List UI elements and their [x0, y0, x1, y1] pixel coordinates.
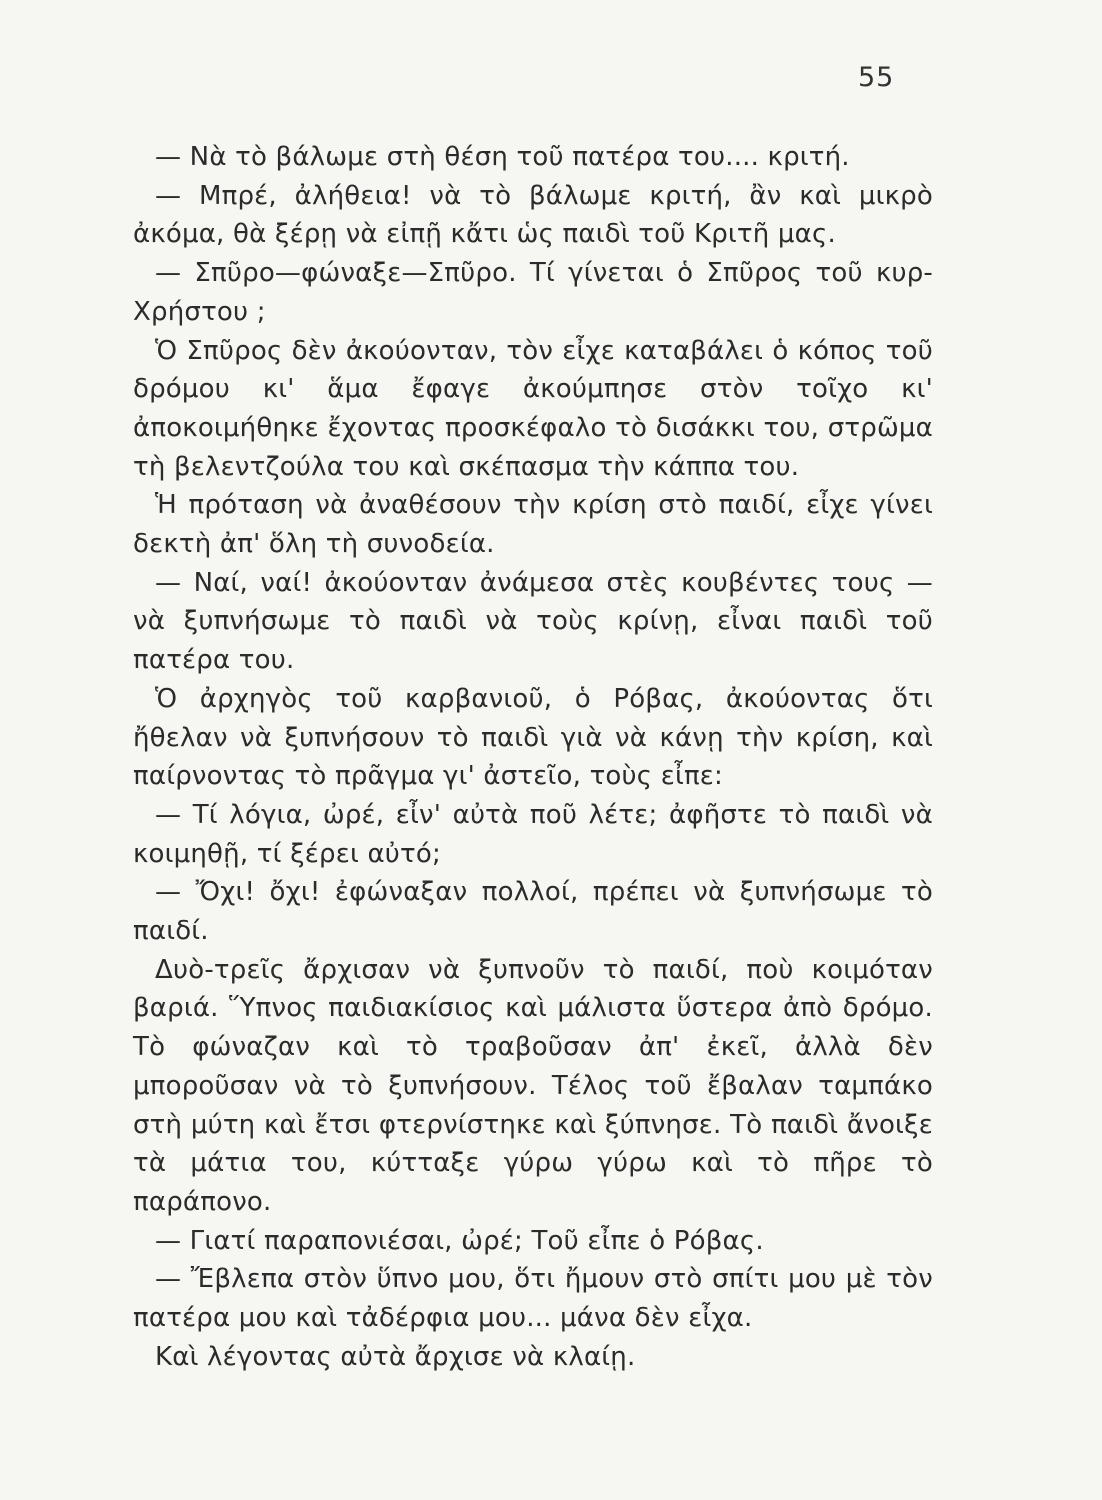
paragraph: — Μπρέ, ἀλήθεια! νὰ τὸ βάλωμε κριτή, ἂν καὶ μικρὸ ἀκόμα, θὰ ξέρῃ νὰ εἰπῇ κἄτι ὡς παιδὶ τοῦ Κριτῆ μας. [133, 180, 933, 250]
paragraph: — Ὄχι! ὄχι! ἐφώναξαν πολλοί, πρέπει νὰ ξυπνήσωμε τὸ παιδί. [133, 877, 933, 947]
page-body-text [133, 138, 933, 1377]
paragraph: Δυὸ-τρεῖς ἄρχισαν νὰ ξυπνοῦν τὸ παιδί, ποὺ κοιμόταν βαριά. Ὕπνος παιδιακίσιος καὶ μάλιστα ὕστερα ἀπὸ δρόμο. Τὸ φώναζαν καὶ τὸ τραβοῦσαν ἀπ' ἐκεῖ, ἀλλὰ δὲν μποροῦσαν νὰ τὸ ξυπνήσουν. Τέλος τοῦ ἔβαλαν ταμπάκο στὴ μύτη καὶ ἔτσι φτερνίστηκε καὶ ξύπνησε. Τὸ παιδὶ ἄνοιξε τὰ μάτια του, κύτταξε γύρω γύρω καὶ τὸ πῆρε τὸ παράπονο. [133, 954, 933, 1217]
paragraph: Ὁ Σπῦρος δὲν ἀκούονταν, τὸν εἶχε καταβάλει ὁ κόπος τοῦ δρόμου κι' ἅμα ἔφαγε ἀκούμπησε στὸν τοῖχο κι' ἀποκοιμήθηκε ἔχοντας προσκέφαλο τὸ δισάκκι του, στρῶμα τὴ βελεντζούλα του καὶ σκέπασμα τὴν κάππα του. [133, 335, 933, 482]
paragraph: — Γιατί παραπονιέσαι, ὠρέ; Τοῦ εἶπε ὁ Ρόβας. [155, 1225, 764, 1256]
paragraph: — Σπῦρο—φώναξε—Σπῦρο. Τί γίνεται ὁ Σπῦρος τοῦ κυρ-Χρήστου ; [133, 258, 933, 327]
paragraph: — Νὰ τὸ βάλωμε στὴ θέση τοῦ πατέρα του.... κριτή. [155, 142, 850, 172]
paragraph: — Ἔβλεπα στὸν ὕπνο μου, ὅτι ἤμουν στὸ σπίτι μου μὲ τὸν πατέρα μου καὶ τἀδέρφια μου... μάνα δὲν εἶχα. [133, 1264, 933, 1334]
paragraph: — Τί λόγια, ὠρέ, εἶν' αὐτὰ ποῦ λέτε; ἀφῆστε τὸ παιδὶ νὰ κοιμηθῇ, τί ξέρει αὐτό; [133, 799, 933, 869]
paragraph: Ἡ πρόταση νὰ ἀναθέσουν τὴν κρίση στὸ παιδί, εἶχε γίνει δεκτὴ ἀπ' ὅλη τὴ συνοδεία. [133, 490, 933, 560]
paragraph: Ὁ ἀρχηγὸς τοῦ καρβανιοῦ, ὁ Ρόβας, ἀκούοντας ὅτι ἤθελαν νὰ ξυπνήσουν τὸ παιδὶ γιὰ νὰ κάνῃ τὴν κρίση, καὶ παίρνοντας τὸ πρᾶγμα γι' ἀστεῖο, τοὺς εἶπε: [133, 683, 933, 792]
page-number: 55 [858, 62, 895, 93]
paragraph: — Ναί, ναί! ἀκούονταν ἀνάμεσα στὲς κουβέντες τους —νὰ ξυπνήσωμε τὸ παιδὶ νὰ τοὺς κρίνῃ, εἶναι παιδὶ τοῦ πατέρα του. [133, 567, 933, 676]
paragraph: Καὶ λέγοντας αὐτὰ ἄρχισε νὰ κλαίῃ. [155, 1341, 636, 1372]
